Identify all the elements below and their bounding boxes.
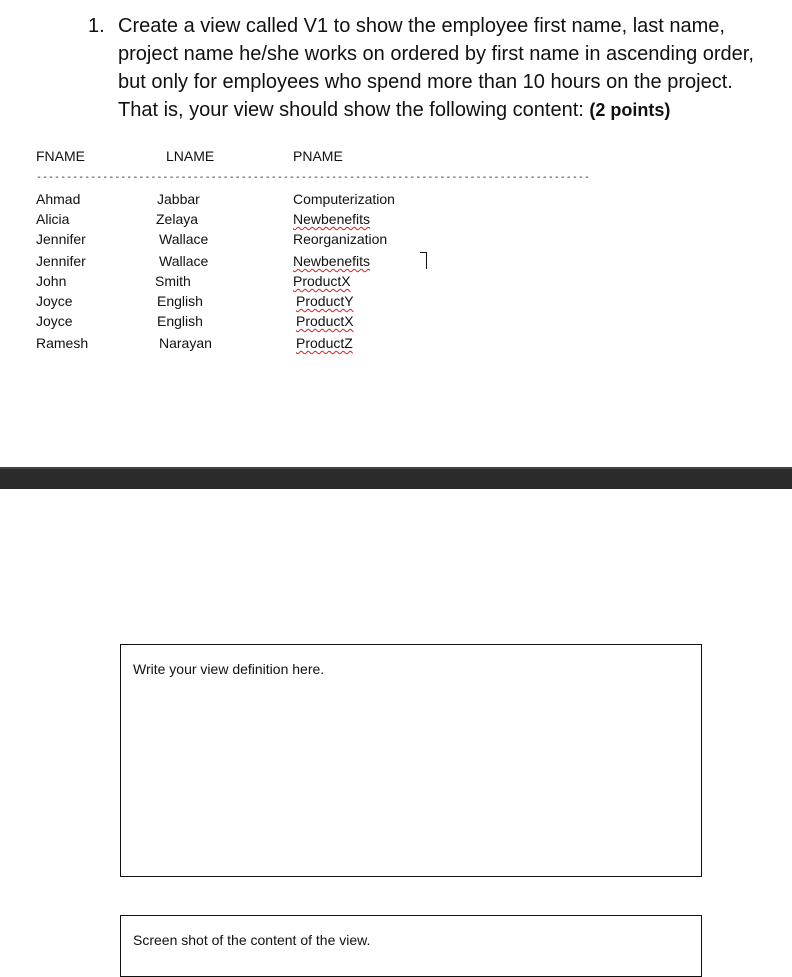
header-fname: FNAME	[36, 148, 85, 164]
row-6-lname: English	[157, 293, 203, 309]
header-lname: LNAME	[166, 148, 215, 164]
row-5-lname: Smith	[155, 273, 191, 289]
row-4-pname: Newbenefits	[293, 253, 371, 269]
stray-bracket-mark	[420, 252, 427, 269]
question-text	[118, 12, 768, 124]
question-body: Create a view called V1 to show the employee first name, last name, project name he/she works on ordered by first name in ascending order, but only for employees who spend more than 10 hours on the project. That is, your view should show the following content:	[118, 15, 754, 121]
row-1-fname: Ahmad	[36, 191, 81, 207]
row-6-fname: Joyce	[36, 293, 73, 309]
row-3-lname: Wallace	[159, 231, 209, 247]
row-8-fname: Ramesh	[36, 335, 89, 351]
header-pname: PNAME	[293, 148, 343, 164]
row-4-fname: Jennifer	[36, 253, 86, 269]
screenshot-box[interactable]	[120, 915, 702, 977]
view-definition-box[interactable]	[120, 644, 702, 877]
row-8-lname: Narayan	[159, 335, 212, 351]
row-6-pname: ProductY	[296, 293, 354, 309]
row-2-pname: Newbenefits	[293, 211, 371, 227]
row-2-lname: Zelaya	[156, 211, 199, 227]
row-3-fname: Jennifer	[36, 231, 86, 247]
row-8-pname: ProductZ	[296, 335, 353, 351]
question-points: (2 points)	[589, 100, 671, 120]
row-2-fname: Alicia	[36, 211, 70, 227]
row-4-lname: Wallace	[159, 253, 209, 269]
row-7-pname: ProductX	[296, 313, 354, 329]
screenshot-label: Screen shot of the content of the view.	[133, 932, 371, 948]
row-7-fname: Joyce	[36, 313, 73, 329]
view-definition-label: Write your view definition here.	[133, 661, 325, 677]
row-5-pname: ProductX	[293, 273, 351, 289]
row-7-lname: English	[157, 313, 203, 329]
question-number: 1.	[88, 15, 105, 37]
row-3-pname: Reorganization	[293, 231, 388, 247]
question-1	[88, 12, 768, 124]
row-1-pname: Computerization	[293, 191, 395, 207]
table-separator: --------------------------------------------------------------------------------------------	[36, 172, 590, 183]
row-5-fname: John	[36, 273, 67, 289]
page-divider-bar	[0, 467, 792, 489]
row-1-lname: Jabbar	[157, 191, 200, 207]
